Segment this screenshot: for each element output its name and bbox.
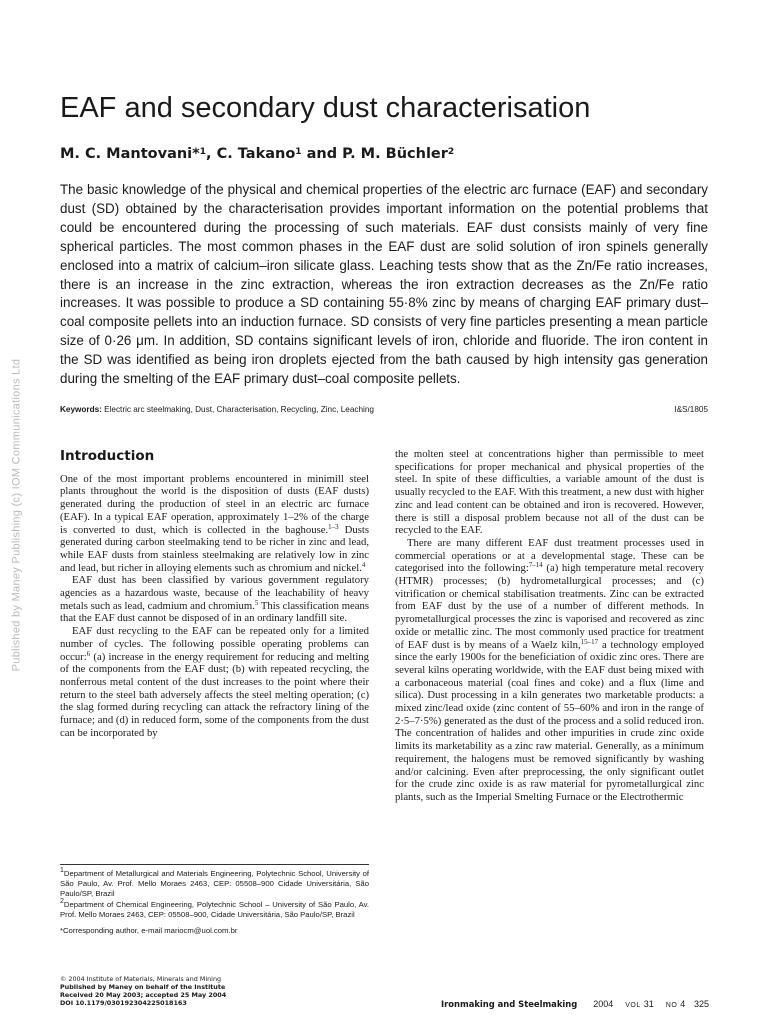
author-1-affiliation: 1 <box>199 147 206 157</box>
intro-paragraph-1: One of the most important problems encountered in minimill steel plants throughout the world is the disposition of dusts (EAF dusts) generated during the production of steel in an electric arc furnace (EAF). In a typical EAF operation, approximately 1–2% of the charge is converted to dust, which is collected in the baghouse.$^{1-3}$ Dusts generated during carbon steelmaking tend to be richer in zinc and lead, while EAF dusts from stainless steelmaking are relatively low in zinc and lead, but richer in alloying elements such as chromium and nickel.$^4$ <box>60 472 369 574</box>
footnotes <box>60 869 369 936</box>
author-3: P. M. Büchler <box>342 146 448 162</box>
journal-year: 2004 <box>593 999 614 1009</box>
publisher-watermark: Published by Maney Publishing (c) IOM Communications Ltd <box>10 358 22 672</box>
running-footer <box>441 999 709 1009</box>
issue-number: 4 <box>680 999 686 1009</box>
left-column <box>60 448 369 739</box>
citation: 1–3 <box>328 522 339 531</box>
volume-number: 31 <box>643 999 654 1009</box>
right-column <box>395 448 704 804</box>
author-list: M. C. Mantovani*$^1$, C. Takano$^1$ and P. M. Büchler$^2$ <box>60 146 455 162</box>
intro-paragraph-5: There are many different EAF dust treatment processes used in commercial operations or at a developmental stage. These can be categorised into the following:$^{7-14}$ (a) high temperature metal recovery (HTMR) processes; (b) hydrometallurgical processes; and (c) vitrification or chemical stabilisation treatments. Zinc can be extracted from EAF dust by the use of a number of different methods. In pyrometallurgical processes the zinc is vaporised and recovered as zinc oxide or metallic zinc. The most commonly used practice for treatment of EAF dust is by means of a Waelz kiln,$^{15-17}$ a technology employed since the early 1900s for the beneficiation of oxidic zinc ores. There are several kilns operating worldwide, with the EAF dust being mixed with a carbonaceous material (coal fines and coke) and a flux (lime and silica). Dust processing in a kiln generates two marketable products: a mixed zinc/lead oxide (zinc content of 55–60% and iron in the range of 2·5–7·5%) generated as the dust of the process and a solid reduced iron. The concentration of halides and other impurities in crude zinc oxide limits its marketability as a zinc raw material. Generally, as a minimum requirement, the halogens must be removed significantly by washing and/or calcining. Even after preprocessing, the only significant outlet for the crude zinc oxide is as raw material for pyrometallurgical zinc plants, such as the Imperial Smelting Furnace or the Electrothermic <box>395 536 705 803</box>
citation: 4 <box>361 560 366 569</box>
affiliation-footnote-1: $^1$Department of Metallurgical and Materials Engineering, Polytechnic School, University of São Paulo, Av. Prof. Mello Moraes 2463, CEP: 05508–900 Cidade Universitária, São Paulo/SP, Brazil <box>60 867 369 899</box>
corresponding-author: *Corresponding author, e-mail mariocm@uol.com.br <box>60 926 238 936</box>
issue-label: NO <box>665 1002 678 1009</box>
keywords-line <box>60 405 708 414</box>
journal-name: Ironmaking and Steelmaking <box>441 999 578 1009</box>
abstract: The basic knowledge of the physical and chemical properties of the electric arc furnace (EAF) and secondary dust (SD) obtained by the characterisation provides important information on the potential problems that could be encountered during the processing of such materials. EAF dust consists mainly of very fine spherical particles. The most common phases in the EAF dust are solid solution of iron spinels generally enclosed into a matrix of calcium–iron silicate glass. Leaching tests show that as the Zn/Fe ratio increases, there is an increase in the zinc extraction, whereas the iron extraction decreases as the Zn/Fe ratio increases. It was possible to produce a SD containing 55·8% zinc by means of charging EAF primary dust–coal composite pellets into an induction furnace. SD consists of very fine particles presenting a mean particle size of 0·26 μm. In addition, SD contains significant levels of iron, chloride and fluoride. The iron content in the SD was identified as being iron droplets ejected from the bath caused by high intensity gas generation during the smelting of the EAF primary dust–coal composite pellets. <box>60 182 708 387</box>
doi-line: DOI 10.1179/030192304225018163 <box>60 999 187 1007</box>
citation: 15–17 <box>580 637 599 646</box>
author-3-affiliation: 2 <box>447 147 455 157</box>
citation: 5 <box>254 598 259 607</box>
author-1: M. C. Mantovani* <box>60 146 200 162</box>
keywords-label: Keywords: <box>60 405 102 414</box>
received-line: Received 20 May 2003; accepted 25 May 2004 <box>60 991 227 999</box>
intro-paragraph-3: EAF dust recycling to the EAF can be repeated only for a limited number of cycles. The following possible operating problems can occur:$^6$ (a) increase in the energy requirement for reducing and melting of the components from the EAF dust; (b) with repeated recycling, the nonferrous metal content of the dust increases to the point where their return to the steel bath adversely affects the steel melting operation; (c) the slag formed during recycling can attack the refractory lining of the furnace; and (d) in reduced form, some of the components from the dust can be incorporated by <box>60 625 369 739</box>
intro-paragraph-2: EAF dust has been classified by various government regulatory agencies as a hazardous waste, because of the leachability of heavy metals such as lead, cadmium and chromium.$^5$ This classification means that the EAF dust cannot be disposed of in an ordinary landfill site. <box>60 574 369 625</box>
page-number: 325 <box>693 999 709 1009</box>
volume-label: VOL <box>625 1002 641 1009</box>
author-2: C. Takano <box>216 146 296 162</box>
footnote-divider <box>60 864 369 865</box>
colophon <box>60 975 390 1007</box>
section-heading-introduction: Introduction <box>60 448 155 464</box>
article-code: I&S/1805 <box>674 405 708 414</box>
affiliation-footnote-2: $^2$Department of Chemical Engineering, Polytechnic School – University of São Paulo, Av. Prof. Mello Moraes 2463, CEP: 05508–900, Cidade Universitária, São Paulo/SP, Brazil <box>60 897 369 919</box>
citation: 6 <box>86 649 91 658</box>
publisher-line: Published by Maney on behalf of the Institute <box>60 983 226 991</box>
keywords-text: Electric arc steelmaking, Dust, Characterisation, Recycling, Zinc, Leaching <box>101 405 374 414</box>
paper-title: EAF and secondary dust characterisation <box>60 92 591 124</box>
citation: 7–14 <box>528 561 543 570</box>
copyright-line: © 2004 Institute of Materials, Minerals and Mining <box>60 975 222 983</box>
intro-paragraph-4: the molten steel at concentrations higher than permissible to meet specifications for proper mechanical and physical properties of the steel. In spite of these difficulties, a variable amount of the dust is usually recycled to the EAF. With this treatment, a new dust with higher zinc and lead content can be obtained and iron is recovered. However, there is still a disposal problem because not all of the dust can be recycled to the EAF. <box>395 448 704 537</box>
author-2-affiliation: 1 <box>295 147 302 157</box>
